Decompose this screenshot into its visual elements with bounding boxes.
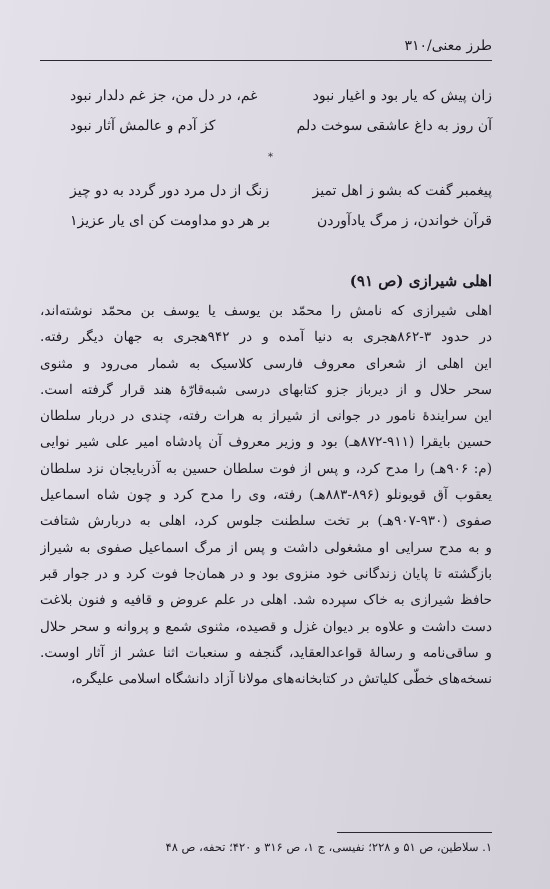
header-title: طرز معنی/۳۱۰	[404, 38, 492, 54]
body-line: بازگشته تا پایان زندگانی خود منزوی بود و در همان‌جا فوت کرد و در جوار قبر	[40, 565, 492, 582]
body-line: سحر حلال و از دیرباز جزو کتابهای درسی شبه‌قارّهٔ هند قرار گرفته است.	[40, 381, 492, 398]
body-line: این سرایندهٔ نامور در جوانی از شیراز به هرات رفته، چندی در دربار سلطان	[40, 408, 492, 425]
body-line: اهلی شیرازی که نامش را محمّد بن یوسف یا یوسف بن محمّد نوشته‌اند،	[40, 303, 492, 319]
ornament-star: *	[268, 152, 273, 163]
verse-hemistich: زان پیش که یار بود و اغیار نبود	[312, 88, 492, 104]
verse-hemistich: بر هر دو مداومت کن ای یار عزیز۱	[70, 213, 270, 229]
footnote: ۱. سلاطین، ص ۵۱ و ۲۲۸؛ نفیسی، ج ۱، ص ۳۱۶ و ۴۲۰؛ تحفه، ص ۴۸	[165, 840, 492, 854]
verse-hemistich: کز آدم و عالمش آثار نبود	[70, 118, 216, 134]
body-line: در حدود ۳-۸۶۲هجری به دنیا آمده و در ۹۴۲هجری به جهان دیگر رفته.	[40, 329, 492, 346]
body-text	[40, 298, 492, 692]
verse-hemistich: قرآن خواندن، ز مرگ یادآوردن	[316, 213, 492, 229]
body-line: صفوی (۹۳۰-۹۰۷هـ) بر تخت سلطنت جلوس کرد، اهلی به دربارش شتافت	[40, 513, 492, 530]
body-line: دست داشت و علاوه بر دیوان غزل و قصیده، مثنوی شمع و پروانه و سحر حلال	[40, 618, 492, 635]
body-line: این اهلی از شعرای معروف فارسی کلاسیک به شمار می‌رود و مثنوی	[40, 355, 492, 372]
verse-hemistich: غم، در دل من، جز غم دلدار نبود	[70, 88, 258, 104]
verse-hemistich: زنگ از دل مرد دور گردد به دو چیز	[70, 183, 269, 199]
footnote-rule	[337, 832, 492, 833]
body-line: حافظ شیرازی به خاک سپرده شد. اهلی در علم عروض و قافیه و فنون بلاغت	[40, 592, 492, 609]
verse-hemistich: آن روز به داغ عاشقی سوخت دلم	[296, 118, 492, 134]
body-line: (م: ۹۰۶هـ) را مدح کرد، و پس از فوت سلطان حسین به آذربایجان نزد سلطان	[40, 460, 492, 477]
body-line: حسین بایقرا (۹۱۱-۸۷۲هـ) بود و وزیر معروف آن پادشاه امیر علی شیر نوایی	[40, 434, 492, 451]
body-line: و ساقی‌نامه و رسالهٔ قواعدالعقاید، گنجفه و سنعبات اثنا عشر از آثار اوست.	[40, 644, 492, 661]
section-heading: اهلی شیرازی (ص ۹۱)	[349, 272, 492, 290]
running-header	[40, 32, 492, 61]
body-line: یعقوب آق قویونلو (۸۹۶-۸۸۳هـ) رفته، وی را مدح کرد و چون شاه اسماعیل	[40, 487, 492, 504]
body-line: نسخه‌های خطّی کلیاتش در کتابخانه‌های مولانا آزاد دانشگاه اسلامی علیگره،	[71, 671, 492, 688]
body-line: و به مدح سرایی او مشغولی داشت و پس از مرگ اسماعیل صفوی به شیراز	[40, 539, 492, 556]
verse-hemistich: پیغمبر گفت که بشو ز اهل تمیز	[312, 183, 492, 199]
